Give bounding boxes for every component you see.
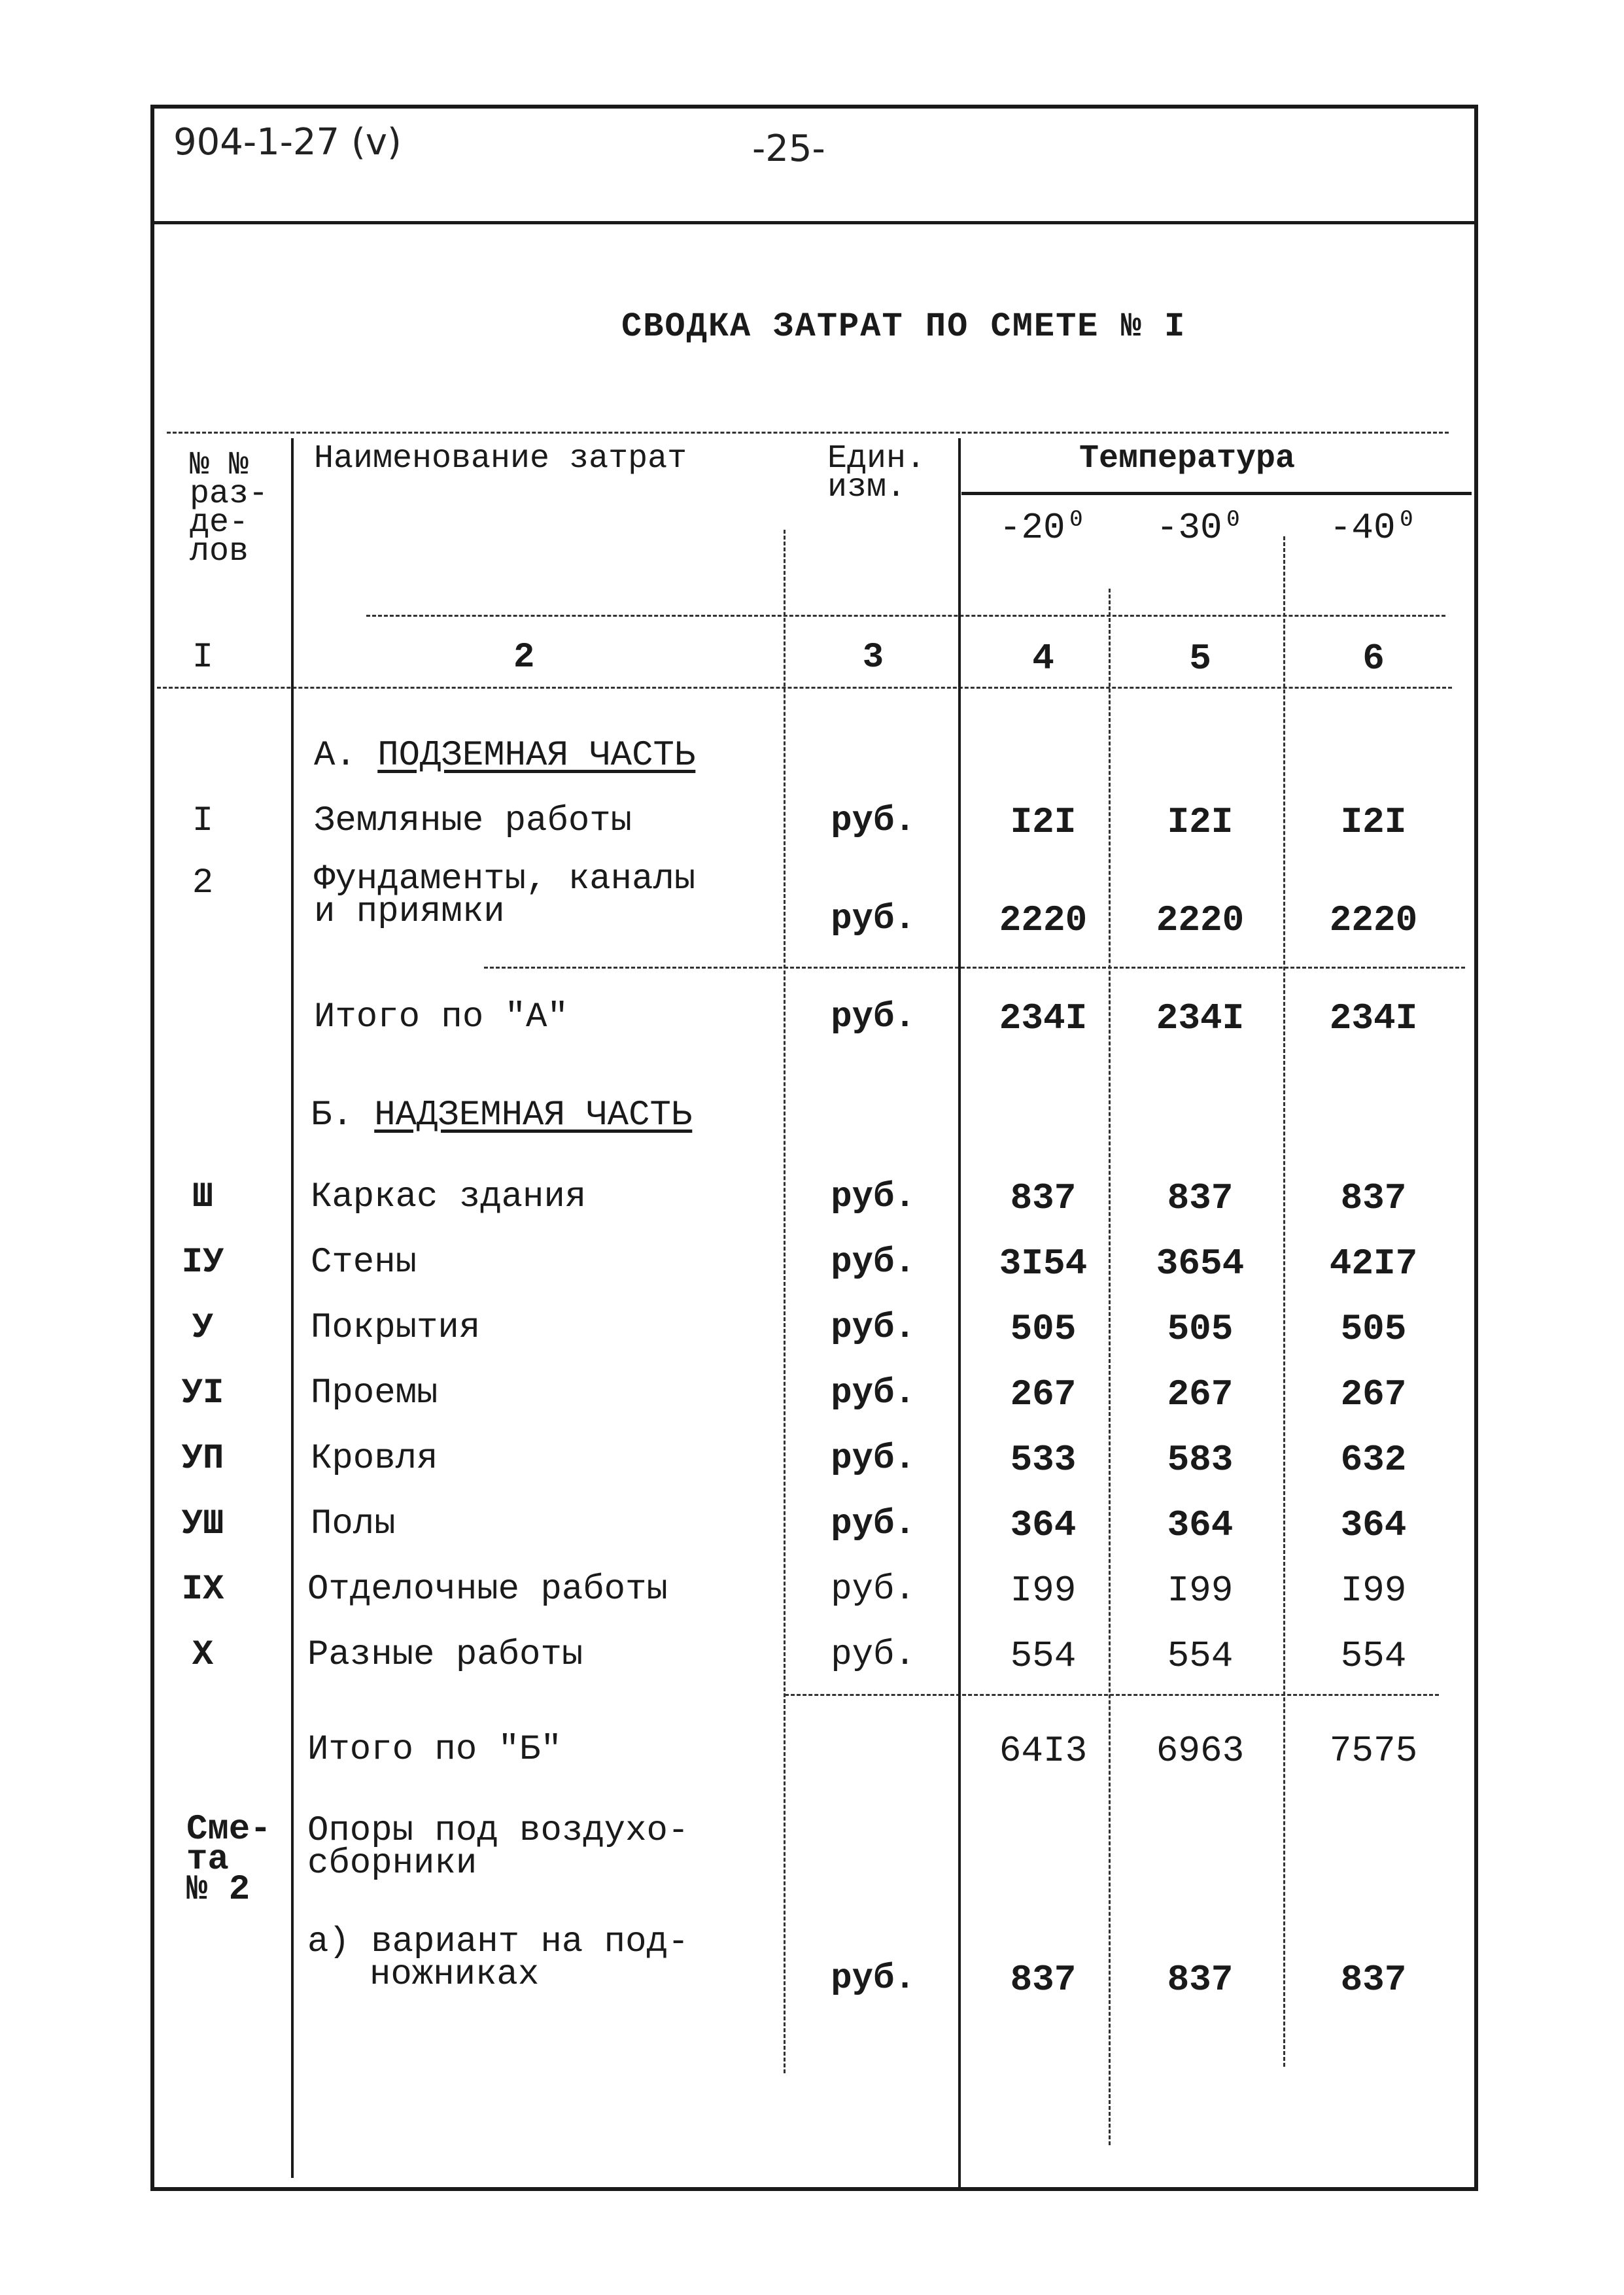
estimate2-number-line: Сме- [186, 1810, 271, 1850]
col-divider-5 [1283, 536, 1285, 2067]
total-a-value-40: 234I [1329, 997, 1418, 1039]
row-value-20: 2220 [999, 899, 1088, 941]
row-number: IX [181, 1570, 224, 1610]
estimate2-name-line: сборники [307, 1844, 477, 1884]
total-b-value-20: 64I3 [999, 1730, 1088, 1772]
header-col1-line: лов [190, 533, 249, 570]
row-unit: руб. [831, 1439, 916, 1479]
row-number: 2 [192, 863, 214, 903]
row-unit: руб. [831, 1635, 916, 1675]
row-value-20: 3I54 [999, 1243, 1088, 1285]
header-col1-line: раз- [190, 475, 269, 513]
document-code: 904-1-27 (v) [173, 121, 402, 164]
row-name-line: и приямки [314, 892, 505, 932]
row-name: Стены [311, 1243, 417, 1283]
row-value-20: 267 [1010, 1373, 1077, 1415]
document-title: СВОДКА ЗАТРАТ ПО СМЕТЕ № I [621, 307, 1186, 346]
total-b-label: Итого по "Б" [307, 1730, 562, 1770]
col-divider-4 [1109, 589, 1111, 2145]
header-col3-line: изм. [827, 469, 907, 506]
row-value-20: 554 [1010, 1635, 1077, 1677]
page-number: -25- [752, 128, 825, 170]
row-number: УI [181, 1373, 224, 1413]
row-value-40: I99 [1340, 1570, 1407, 1612]
column-numbers-line [157, 687, 1452, 689]
row-value-40: 267 [1340, 1373, 1407, 1415]
row-value-30: 505 [1167, 1308, 1234, 1350]
total-b-value-30: 6963 [1156, 1730, 1245, 1772]
row-number: УШ [181, 1504, 224, 1544]
row-number: I [192, 801, 214, 841]
header-col3 [827, 440, 926, 506]
row-value-40: 554 [1340, 1635, 1407, 1677]
temperature-underline [961, 492, 1472, 495]
column-number: 3 [862, 638, 884, 678]
total-a-value-20: 234I [999, 997, 1088, 1039]
row-unit: руб. [831, 1504, 916, 1544]
estimate2-value-20: 837 [1010, 1959, 1077, 2001]
row-unit: руб. [831, 1308, 916, 1348]
row-number: X [192, 1635, 214, 1675]
header-temperature: Температура [1079, 440, 1296, 477]
section-heading-b-text: Б. НАДЗЕМНАЯ ЧАСТЬ [311, 1096, 693, 1135]
total-a-value-30: 234I [1156, 997, 1245, 1039]
row-value-40: 364 [1340, 1504, 1407, 1546]
col-divider-2 [784, 530, 786, 2073]
estimate2-name-line: Опоры под воздухо- [307, 1811, 689, 1851]
row-name-line: Фундаменты, каналы [314, 859, 696, 899]
row-value-40: 42I7 [1329, 1243, 1418, 1285]
column-number: 4 [1032, 638, 1054, 680]
header-col1-line: № № [190, 447, 249, 484]
col-divider-3 [958, 438, 961, 2191]
estimate2-unit: руб. [831, 1959, 916, 1999]
row-value-30: 3654 [1156, 1243, 1245, 1285]
table-top-line [167, 432, 1449, 434]
row-value-30: 267 [1167, 1373, 1234, 1415]
row-value-20: I99 [1010, 1570, 1077, 1612]
row-name [314, 859, 696, 932]
row-name: Земляные работы [314, 801, 632, 841]
row-unit: руб. [831, 1570, 916, 1610]
row-name: Каркас здания [311, 1177, 587, 1217]
row-unit: руб. [831, 1243, 916, 1283]
row-value-40: 2220 [1329, 899, 1418, 941]
header-temp-40: -40⁰ [1329, 507, 1418, 549]
row-value-40: 505 [1340, 1308, 1407, 1350]
row-unit: руб. [831, 801, 916, 841]
row-value-40: 632 [1340, 1439, 1407, 1481]
header-divider [150, 221, 1478, 224]
estimate2-name [307, 1811, 689, 1884]
row-unit: руб. [831, 1177, 916, 1217]
row-value-30: 554 [1167, 1635, 1234, 1677]
header-temp-30: -30⁰ [1156, 507, 1245, 549]
estimate2-number-line: та [186, 1840, 229, 1880]
row-value-20: 505 [1010, 1308, 1077, 1350]
row-value-30: 837 [1167, 1177, 1234, 1219]
row-number: УП [181, 1439, 224, 1479]
header-col3-line: Един. [827, 440, 926, 477]
column-number: 2 [513, 638, 535, 678]
row-value-20: I2I [1010, 801, 1077, 843]
section-heading-a-text: А. ПОДЗЕМНАЯ ЧАСТЬ [314, 736, 696, 776]
row-number: У [192, 1308, 214, 1348]
section-heading-a [314, 736, 695, 776]
column-number: 5 [1189, 638, 1211, 680]
row-value-40: I2I [1340, 801, 1407, 843]
row-value-20: 837 [1010, 1177, 1077, 1219]
estimate2-variant-line: а) вариант на под- [307, 1922, 689, 1962]
estimate2-value-40: 837 [1340, 1959, 1407, 2001]
row-unit: руб. [831, 899, 916, 939]
row-value-30: I2I [1167, 801, 1234, 843]
row-value-20: 364 [1010, 1504, 1077, 1546]
row-number: IУ [181, 1243, 224, 1283]
estimate2-variant [307, 1922, 689, 1995]
total-a-label: Итого по "А" [314, 997, 568, 1037]
row-name: Отделочные работы [307, 1570, 668, 1610]
estimate2-value-30: 837 [1167, 1959, 1234, 2001]
column-number: 6 [1362, 638, 1385, 680]
column-number: I [192, 638, 214, 678]
row-value-30: 364 [1167, 1504, 1234, 1546]
row-value-30: 583 [1167, 1439, 1234, 1481]
estimate2-number [186, 1810, 271, 1910]
row-value-20: 533 [1010, 1439, 1077, 1481]
header-col1 [190, 447, 269, 570]
row-unit: руб. [831, 1373, 916, 1413]
section-heading-b [311, 1096, 692, 1135]
row-name: Кровля [311, 1439, 438, 1479]
row-name: Покрытия [311, 1308, 481, 1348]
row-name: Разные работы [307, 1635, 583, 1675]
row-value-30: I99 [1167, 1570, 1234, 1612]
row-value-40: 837 [1340, 1177, 1407, 1219]
row-number: Ш [192, 1177, 214, 1217]
header-temp-20: -20⁰ [999, 507, 1088, 549]
header-col2: Наименование затрат [314, 440, 687, 477]
total-a-unit: руб. [831, 997, 916, 1037]
col-divider-1 [291, 438, 294, 2178]
subtotal-a-line [484, 967, 1465, 969]
subtotal-b-line [785, 1694, 1439, 1696]
estimate2-variant-line: ножниках [370, 1955, 540, 1995]
row-name: Проемы [311, 1373, 438, 1413]
header-col1-line: де- [190, 504, 249, 542]
row-value-30: 2220 [1156, 899, 1245, 941]
estimate2-number-line: № 2 [186, 1870, 251, 1910]
total-b-value-40: 7575 [1329, 1730, 1418, 1772]
row-name: Полы [311, 1504, 396, 1544]
